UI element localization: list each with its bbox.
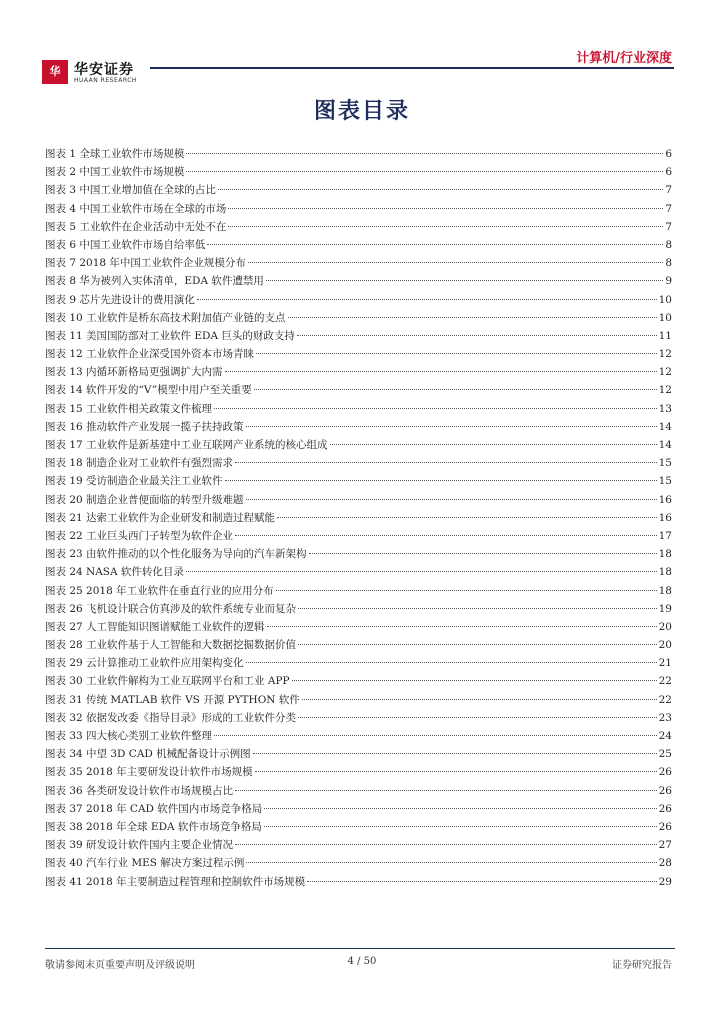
toc-entry-label: 图表 23 由软件推动的以个性化服务为导向的汽车新架构 bbox=[45, 548, 307, 561]
toc-entry-label: 图表 9 芯片先进设计的费用演化 bbox=[45, 293, 195, 306]
toc-leader-dots bbox=[253, 753, 657, 754]
toc-entry-label: 图表 3 中国工业增加值在全球的占比 bbox=[45, 184, 216, 197]
toc-entry-label: 图表 26 飞机设计联合仿真涉及的软件系统专业而复杂 bbox=[45, 602, 297, 615]
section-title: 计算机/行业深度 bbox=[576, 51, 672, 66]
toc-entry-label: 图表 35 2018 年主要研发设计软件市场规模 bbox=[45, 766, 253, 779]
toc-entry[interactable] bbox=[45, 472, 672, 490]
toc-entry-page: 18 bbox=[658, 584, 672, 597]
toc-entry-page: 12 bbox=[658, 384, 672, 397]
toc-entry[interactable] bbox=[45, 618, 672, 636]
toc-entry[interactable] bbox=[45, 782, 672, 800]
toc-leader-dots bbox=[309, 553, 657, 554]
toc-entry-label: 图表 29 云计算推动工业软件应用架构变化 bbox=[45, 657, 244, 670]
toc-leader-dots bbox=[255, 771, 657, 772]
logo-text: 华安证券 bbox=[74, 62, 134, 78]
toc-leader-dots bbox=[225, 371, 657, 372]
toc-entry[interactable] bbox=[45, 381, 672, 399]
toc-entry-page: 22 bbox=[658, 675, 672, 688]
toc-leader-dots bbox=[235, 535, 657, 536]
toc-entry-page: 14 bbox=[658, 439, 672, 451]
toc-entry-page: 16 bbox=[658, 511, 672, 524]
toc-entry[interactable] bbox=[45, 636, 672, 654]
toc-entry-page: 23 bbox=[658, 711, 672, 724]
toc-entry-label: 图表 36 各类研发设计软件市场规模占比 bbox=[45, 784, 234, 797]
toc-entry-page: 15 bbox=[658, 457, 672, 470]
toc-leader-dots bbox=[248, 262, 663, 263]
toc-entry[interactable] bbox=[45, 145, 672, 163]
toc-leader-dots bbox=[246, 426, 657, 427]
toc-entry[interactable] bbox=[45, 272, 672, 290]
toc-entry[interactable] bbox=[45, 600, 672, 618]
footer-disclaimer: 敬请参阅末页重要声明及评级说明 bbox=[45, 960, 195, 971]
toc-entry-page: 15 bbox=[658, 475, 672, 488]
toc-entry-label: 图表 37 2018 年 CAD 软件国内市场竞争格局 bbox=[45, 802, 263, 815]
toc-entry-page: 17 bbox=[658, 529, 672, 542]
toc-entry[interactable] bbox=[45, 509, 672, 527]
toc-entry-label: 图表 17 工业软件是新基建中工业互联网产业系统的核心组成 bbox=[45, 439, 328, 451]
toc-entry[interactable] bbox=[45, 436, 672, 454]
toc-entry-label: 图表 8 华为被列入实体清单，EDA 软件遭禁用 bbox=[45, 275, 264, 288]
toc-leader-dots bbox=[186, 171, 663, 172]
toc-entry[interactable] bbox=[45, 218, 672, 236]
toc-entry-page: 10 bbox=[658, 311, 672, 324]
toc-entry-page: 26 bbox=[658, 766, 672, 779]
toc-leader-dots bbox=[302, 699, 657, 700]
toc-entry[interactable] bbox=[45, 345, 672, 363]
toc-entry-label: 图表 21 达索工业软件为企业研发和制造过程赋能 bbox=[45, 511, 276, 524]
toc-entry-page: 26 bbox=[658, 802, 672, 815]
toc-entry-label: 图表 13 内循环新格局更强调扩大内需 bbox=[45, 366, 223, 379]
toc-entry-page: 22 bbox=[658, 693, 672, 706]
toc-entry-label: 图表 34 中望 3D CAD 机械配备设计示例图 bbox=[45, 748, 251, 761]
toc-leader-dots bbox=[186, 571, 657, 572]
toc-entry-page: 11 bbox=[658, 329, 672, 342]
toc-entry-page: 7 bbox=[665, 220, 672, 233]
toc-entry-label: 图表 12 工业软件企业深受国外资本市场青睐 bbox=[45, 348, 255, 361]
toc-entry[interactable] bbox=[45, 763, 672, 781]
toc-entry[interactable] bbox=[45, 327, 672, 345]
toc-entry-label: 图表 14 软件开发的“V”模型中用户至关重要 bbox=[45, 384, 252, 397]
toc-entry-label: 图表 18 制造企业对工业软件有强烈需求 bbox=[45, 457, 234, 470]
toc-leader-dots bbox=[297, 335, 657, 336]
toc-leader-dots bbox=[214, 735, 657, 736]
toc-entry-label: 图表 22 工业巨头西门子转型为软件企业 bbox=[45, 529, 234, 542]
toc-leader-dots bbox=[298, 717, 657, 718]
toc-entry-page: 8 bbox=[665, 257, 672, 270]
toc-entry-label: 图表 6 中国工业软件市场自给率低 bbox=[45, 238, 206, 251]
toc-entry[interactable] bbox=[45, 691, 672, 709]
logo-icon: 华 bbox=[42, 60, 68, 84]
toc-entry[interactable] bbox=[45, 818, 672, 836]
toc-entry-page: 6 bbox=[665, 166, 672, 179]
toc-entry[interactable] bbox=[45, 454, 672, 472]
toc-entry-page: 12 bbox=[658, 366, 672, 379]
toc-entry-page: 25 bbox=[658, 748, 672, 761]
toc-entry-page: 28 bbox=[658, 857, 672, 870]
toc-entry[interactable] bbox=[45, 563, 672, 581]
toc-entry[interactable] bbox=[45, 854, 672, 872]
toc-entry[interactable] bbox=[45, 745, 672, 763]
figure-list bbox=[45, 145, 672, 891]
toc-leader-dots bbox=[298, 644, 657, 645]
toc-entry-page: 13 bbox=[658, 402, 672, 415]
toc-entry-label: 图表 2 中国工业软件市场规模 bbox=[45, 166, 185, 179]
toc-leader-dots bbox=[235, 790, 657, 791]
toc-entry-page: 9 bbox=[665, 275, 672, 288]
toc-entry-label: 图表 16 推动软件产业发展一揽子扶持政策 bbox=[45, 420, 244, 433]
toc-entry-page: 12 bbox=[658, 348, 672, 361]
toc-entry-label: 图表 10 工业软件是桥东高技术附加值产业链的支点 bbox=[45, 311, 286, 324]
toc-entry-page: 14 bbox=[658, 420, 672, 433]
toc-entry[interactable] bbox=[45, 163, 672, 181]
toc-entry-label: 图表 4 中国工业软件市场在全球的市场 bbox=[45, 202, 227, 215]
toc-leader-dots bbox=[330, 444, 657, 445]
toc-leader-dots bbox=[186, 153, 663, 154]
toc-entry[interactable] bbox=[45, 181, 672, 199]
toc-entry-page: 20 bbox=[658, 639, 672, 652]
toc-entry[interactable] bbox=[45, 709, 672, 727]
toc-leader-dots bbox=[246, 499, 657, 500]
toc-entry-label: 图表 32 依据发改委《指导目录》形成的工业软件分类 bbox=[45, 711, 297, 724]
toc-entry-page: 10 bbox=[658, 293, 672, 306]
toc-entry[interactable] bbox=[45, 400, 672, 418]
toc-entry[interactable] bbox=[45, 309, 672, 327]
page-number: 4 / 50 bbox=[347, 956, 377, 967]
toc-leader-dots bbox=[228, 226, 663, 227]
toc-entry[interactable] bbox=[45, 654, 672, 672]
toc-entry-page: 19 bbox=[658, 602, 672, 615]
toc-entry-label: 图表 24 NASA 软件转化目录 bbox=[45, 566, 184, 579]
toc-leader-dots bbox=[264, 808, 656, 809]
toc-leader-dots bbox=[256, 353, 657, 354]
logo-subtext: HUAAN RESEARCH bbox=[74, 77, 137, 84]
toc-entry-label: 图表 31 传统 MATLAB 软件 VS 开源 PYTHON 软件 bbox=[45, 693, 300, 706]
toc-entry-label: 图表 5 工业软件在企业活动中无处不在 bbox=[45, 220, 227, 233]
toc-leader-dots bbox=[197, 299, 657, 300]
toc-leader-dots bbox=[246, 862, 656, 863]
toc-leader-dots bbox=[228, 208, 663, 209]
toc-entry-label: 图表 20 制造企业普便面临的转型升级难题 bbox=[45, 493, 244, 506]
toc-entry-page: 26 bbox=[658, 784, 672, 797]
toc-entry-page: 24 bbox=[658, 730, 672, 742]
toc-entry[interactable] bbox=[45, 800, 672, 818]
toc-leader-dots bbox=[254, 389, 657, 390]
toc-entry-page: 20 bbox=[658, 620, 672, 633]
toc-entry[interactable] bbox=[45, 200, 672, 218]
toc-leader-dots bbox=[218, 189, 663, 190]
footer-label: 证券研究报告 bbox=[612, 960, 672, 971]
toc-leader-dots bbox=[246, 662, 657, 663]
toc-leader-dots bbox=[267, 626, 657, 627]
toc-entry-label: 图表 33 四大核心类别工业软件整理 bbox=[45, 730, 213, 742]
page-header bbox=[0, 0, 724, 90]
toc-entry-label: 图表 30 工业软件解构为工业互联网平台和工业 APP bbox=[45, 675, 290, 688]
toc-entry[interactable] bbox=[45, 836, 672, 854]
toc-entry-page: 26 bbox=[658, 820, 672, 833]
toc-entry[interactable] bbox=[45, 291, 672, 309]
toc-entry-label: 图表 38 2018 年全球 EDA 软件市场竞争格局 bbox=[45, 820, 262, 833]
toc-entry-page: 21 bbox=[658, 657, 672, 670]
toc-entry-page: 29 bbox=[658, 875, 672, 888]
header-divider bbox=[150, 67, 674, 69]
toc-leader-dots bbox=[214, 408, 657, 409]
toc-leader-dots bbox=[235, 844, 657, 845]
toc-entry-label: 图表 15 工业软件相关政策文件梳理 bbox=[45, 402, 213, 415]
toc-entry-label: 图表 41 2018 年主要制造过程管理和控制软件市场规模 bbox=[45, 875, 306, 888]
toc-entry[interactable] bbox=[45, 254, 672, 272]
toc-entry-page: 6 bbox=[665, 148, 672, 160]
toc-entry[interactable] bbox=[45, 672, 672, 690]
toc-entry-label: 图表 40 汽车行业 MES 解决方案过程示例 bbox=[45, 857, 245, 870]
toc-leader-dots bbox=[277, 517, 657, 518]
toc-entry-page: 27 bbox=[658, 839, 672, 852]
page-title: 图表目录 bbox=[313, 99, 410, 124]
toc-entry-label: 图表 11 美国国防部对工业软件 EDA 巨头的财政支持 bbox=[45, 329, 295, 342]
toc-leader-dots bbox=[276, 590, 657, 591]
toc-entry[interactable] bbox=[45, 527, 672, 545]
toc-entry[interactable] bbox=[45, 545, 672, 563]
footer-divider bbox=[45, 948, 675, 949]
toc-entry-page: 8 bbox=[665, 238, 672, 251]
toc-entry[interactable] bbox=[45, 236, 672, 254]
toc-entry-label: 图表 27 人工智能知识图谱赋能工业软件的逻辑 bbox=[45, 620, 265, 633]
toc-leader-dots bbox=[207, 244, 663, 245]
toc-entry-label: 图表 7 2018 年中国工业软件企业规模分布 bbox=[45, 257, 246, 270]
toc-entry[interactable] bbox=[45, 873, 672, 891]
toc-entry-page: 18 bbox=[658, 566, 672, 579]
toc-entry[interactable] bbox=[45, 363, 672, 381]
toc-entry-page: 7 bbox=[665, 184, 672, 197]
toc-leader-dots bbox=[264, 826, 657, 827]
toc-entry-page: 18 bbox=[658, 548, 672, 561]
toc-entry-page: 16 bbox=[658, 493, 672, 506]
toc-leader-dots bbox=[288, 317, 657, 318]
toc-entry[interactable] bbox=[45, 727, 672, 745]
toc-entry-label: 图表 25 2018 年工业软件在垂直行业的应用分布 bbox=[45, 584, 274, 597]
toc-entry-label: 图表 28 工业软件基于人工智能和大数据挖掘数据价值 bbox=[45, 639, 297, 652]
toc-leader-dots bbox=[298, 608, 657, 609]
toc-entry-label: 图表 1 全球工业软件市场规模 bbox=[45, 148, 185, 160]
toc-entry-label: 图表 39 研发设计软件国内主要企业情况 bbox=[45, 839, 234, 852]
toc-entry-label: 图表 19 受访制造企业最关注工业软件 bbox=[45, 475, 223, 488]
toc-leader-dots bbox=[235, 462, 657, 463]
toc-leader-dots bbox=[307, 881, 657, 882]
toc-leader-dots bbox=[266, 280, 663, 281]
toc-entry-page: 7 bbox=[665, 202, 672, 215]
toc-leader-dots bbox=[292, 680, 657, 681]
toc-leader-dots bbox=[225, 480, 657, 481]
toc-entry[interactable] bbox=[45, 582, 672, 600]
toc-entry[interactable] bbox=[45, 491, 672, 509]
toc-entry[interactable] bbox=[45, 418, 672, 436]
